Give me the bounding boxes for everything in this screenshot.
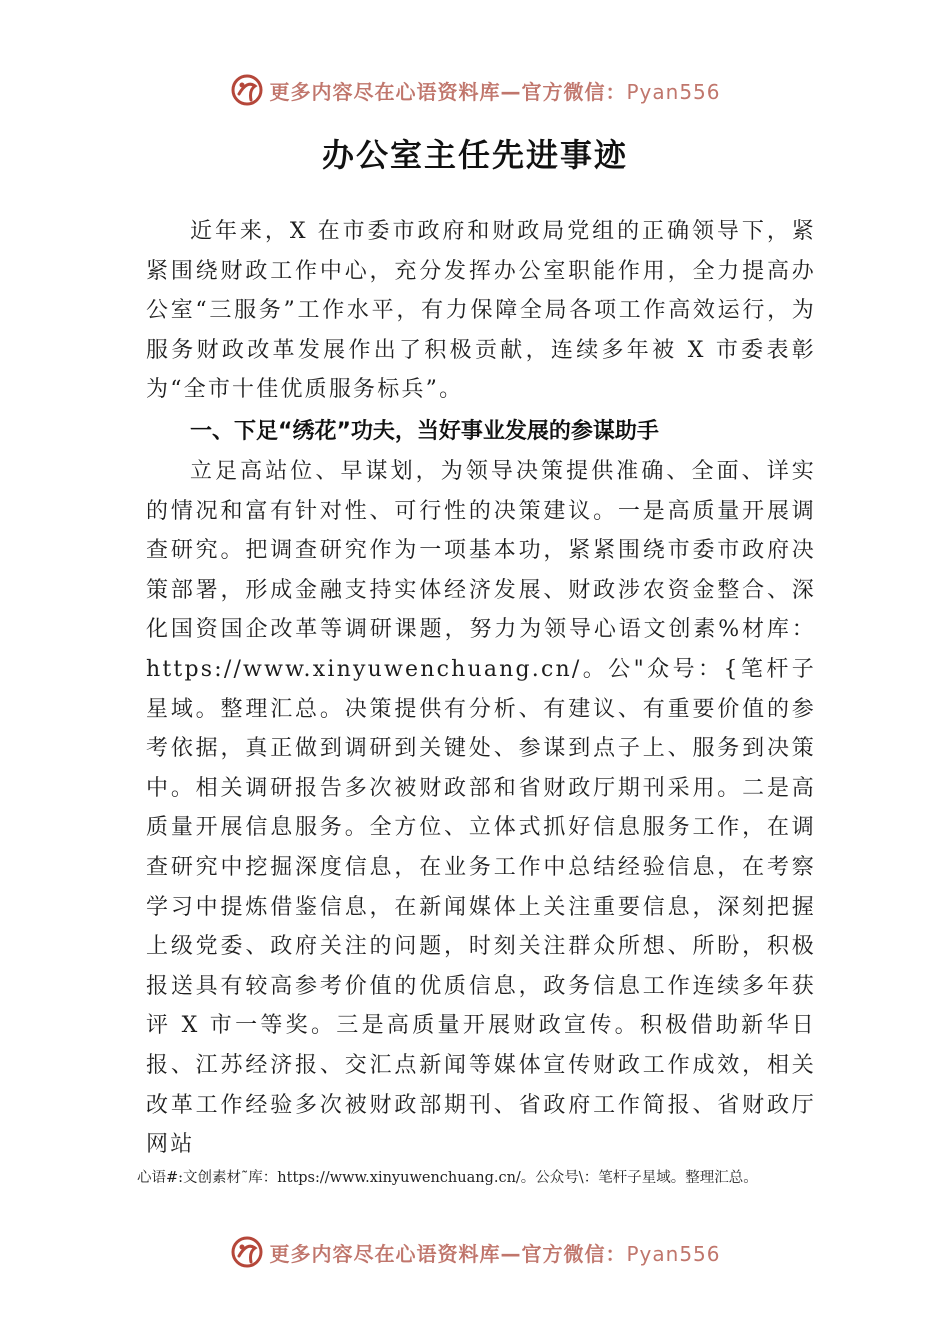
document-title: 办公室主任先进事迹 — [321, 136, 628, 174]
logo-icon — [229, 1234, 265, 1270]
footer-note: 心语#:文创素材˜库：https://www.xinyuwenchuang.cn/。公众号\：笔杆子星域。整理汇总。 — [137, 1170, 758, 1186]
section-heading: 一、下足“绣花”功夫，当好事业发展的参谋助手 — [190, 419, 659, 444]
section-body-paragraph: 立足高站位、早谋划，为领导决策提供准确、全面、详实的情况和富有针对性、可行性的决策建议。一是高质量开展调查研究。把调查研究作为一项基本功，紧紧围绕市委市政府决策部署，形成金融支持实体经济发展、财政涉农资金整合、深化国资国企改革等调研课题，努力为领导心语文创素%材库：https://www.xinyuwenchuang.cn/。公"众号：{笔杆子星域。整理汇总。决策提供有分析、有建议、有重要价值的参考依据，真正做到调研到关键处、参谋到点子上、服务到决策中。相关调研报告多次被财政部和省财政厅期刊采用。二是高质量开展信息服务。全方位、立体式抓好信息服务工作，在调查研究中挖掘深度信息，在业务工作中总结经验信息，在考察学习中提炼借鉴信息，在新闻媒体上关注重要信息，深刻把握上级党委、政府关注的问题，时刻关注群众所想、所盼，积极报送具有较高参考价值的优质信息，政务信息工作连续多年获评 X 市一等奖。三是高质量开展财政宣传。积极借助新华日报、江苏经济报、交汇点新闻等媒体宣传财政工作成效，相关改革工作经验多次被财政部期刊、省政府工作简报、省财政厅网站 — [146, 459, 816, 1158]
watermark-account: Pyan556 — [626, 79, 721, 104]
header-watermark — [0, 70, 950, 110]
watermark-text: 更多内容尽在心语资料库—官方微信：Pyan556 — [269, 79, 721, 104]
watermark-text: 更多内容尽在心语资料库—官方微信：Pyan556 — [269, 1241, 721, 1266]
footer-watermark — [0, 1232, 950, 1272]
intro-paragraph: 近年来，X 在市委市政府和财政局党组的正确领导下，紧紧围绕财政工作中心，充分发挥办公室职能作用，全力提高办公室“三服务”工作水平，有力保障全局各项工作高效运行，为服务财政改革发展作出了积极贡献，连续多年被 X 市委表彰为“全市十佳优质服务标兵”。 — [146, 219, 816, 403]
watermark-account: Pyan556 — [626, 1241, 721, 1266]
logo-icon — [229, 72, 265, 108]
